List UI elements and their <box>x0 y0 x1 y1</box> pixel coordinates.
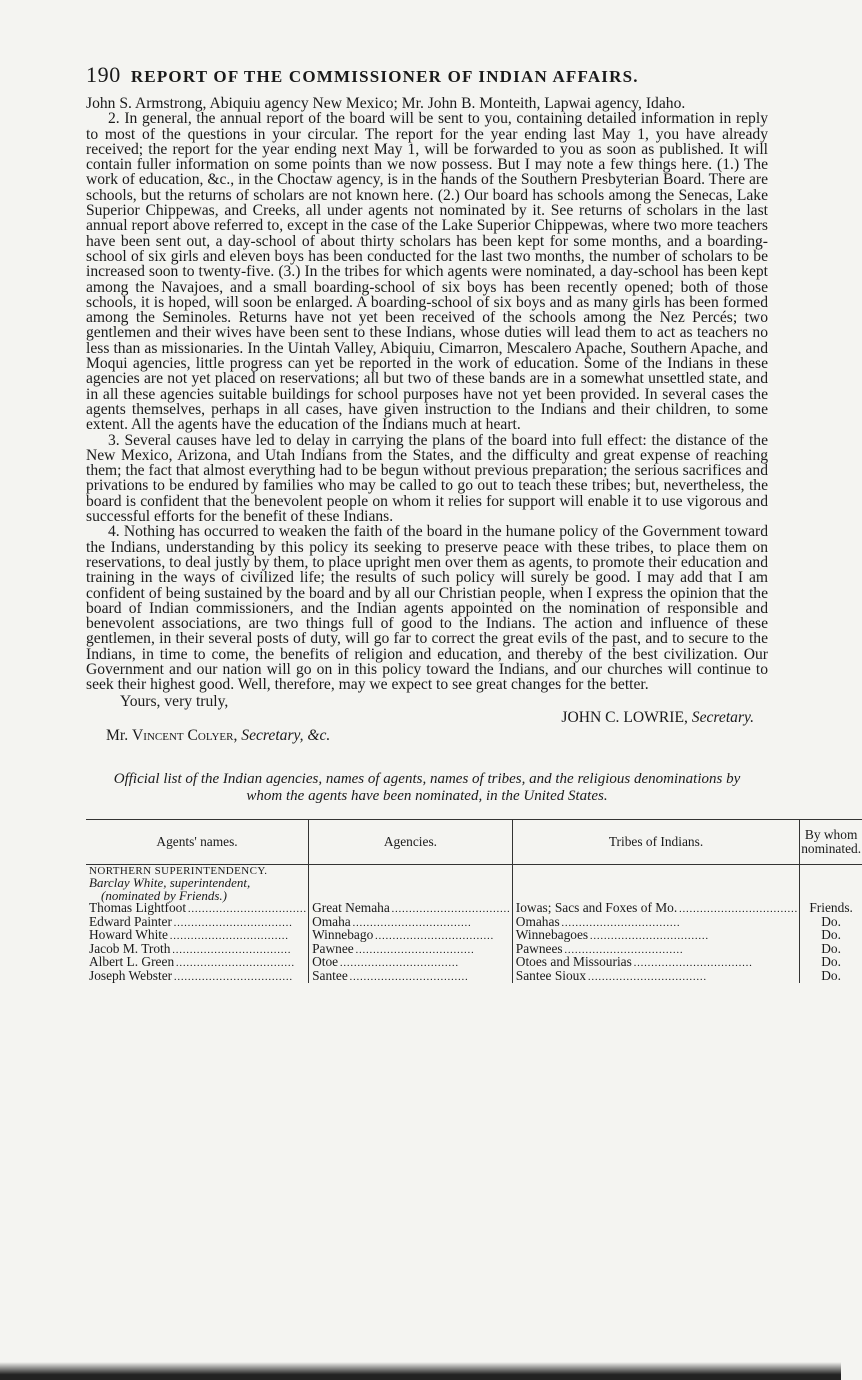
header-agents: Agents' names. <box>86 819 309 864</box>
header-nominated: By whom nominated. <box>800 819 862 864</box>
agency-name: Pawnee . . . <box>312 941 473 956</box>
nominated-by: Do. <box>821 967 841 983</box>
agencies-table <box>86 819 862 984</box>
agent-name: Howard White . . . <box>89 927 287 942</box>
salutation: Yours, very truly, <box>120 692 229 710</box>
tribe-names: Winnebagoes . . . <box>516 927 707 942</box>
nominated-by: Do. <box>821 927 841 943</box>
tribe-names: Omahas . . . <box>516 914 679 929</box>
recipient-prefix: Mr. <box>106 726 129 744</box>
tribe-names: Iowas; Sacs and Foxes of Mo. . . . <box>516 900 796 915</box>
page-header <box>86 62 768 88</box>
nominated-by-cell <box>800 967 862 984</box>
header-tribes: Tribes of Indians. <box>512 819 799 864</box>
recipient-title: Secretary, &c. <box>241 726 331 744</box>
section-title: NORTHERN SUPERINTENDENCY. <box>86 864 309 877</box>
tribe-names-cell <box>512 967 799 984</box>
agency-name: Omaha . . . <box>312 914 470 929</box>
letter-closing <box>86 693 768 745</box>
recipient-name: Vincent Colyer, <box>132 726 238 744</box>
scan-bottom-edge <box>0 1362 841 1380</box>
superintendent <box>86 877 309 902</box>
signer-title: Secretary. <box>691 708 754 726</box>
recipient <box>106 727 768 745</box>
letter-body <box>86 96 768 693</box>
agency-name: Great Nemaha . . . <box>312 900 509 915</box>
agent-name-cell <box>86 967 309 984</box>
signer-name: JOHN C. LOWRIE, <box>561 708 688 726</box>
table-header-row <box>86 819 862 864</box>
paragraph-4: 4. Nothing has occurred to weaken the faith of the board in the humane policy of the Government toward the Indians, understanding by this policy its seeking to preserve peace with these tribes, to place them on reservations, to deal justly by them, to place upright men over them as agents, to promote their education and training in the ways of civilized life; the results of such policy will surely be good. I may add that I am confident of being sustained by the board and by all our Christian people, when I express the opinion that the board of Indian commissioners, and the Indian agents appointed on the nomination of responsible and benevolent associations, are two things full of good to the Indians. The action and influence of these gentlemen, in their several posts of duty, will go far to correct the great evils of the past, and to secure to the Indians, in time to come, the benefits of religion and education, and thereby of the best civilization. Our Government and our nation will go on in this policy toward the Indians, and our churches will continue to seek their highest good. Well, therefore, may we expect to see great changes for the better. <box>86 523 768 694</box>
signature <box>86 709 754 727</box>
paragraph-1: John S. Armstrong, Abiquiu agency New Mexico; Mr. John B. Monteith, Lapwai agency, Idaho. <box>86 95 686 112</box>
tribe-names: Pawnees . . . <box>516 941 682 956</box>
agent-name: Jacob M. Troth . . . <box>89 941 289 956</box>
agent-name: Edward Painter . . . <box>89 914 291 929</box>
agency-name: Otoe . . . <box>312 954 457 969</box>
superintendent-row <box>86 877 862 902</box>
table-row <box>86 970 862 984</box>
page-number: 190 <box>86 62 121 87</box>
nominated-by: Do. <box>821 940 841 956</box>
paragraph-3: 3. Several causes have led to delay in carrying the plans of the board into full effect: the distance of the New Mexico, Arizona, and Utah Indians from the States, and the difficulty and great expense of reaching them; the fact that almost everything had to be begun without previous preparation; the serious sacrifices and privations to be endured by families who may be called to go out to teach these tribes; but, nevertheless, the board is confident that the benevolent people on whom it relies for support will enable it to use vigorous and successful efforts for the benefit of these Indians. <box>86 431 768 526</box>
running-title: REPORT OF THE COMMISSIONER OF INDIAN AFFAIRS. <box>130 67 639 86</box>
nominated-by: Do. <box>821 913 841 929</box>
agent-name: Joseph Webster . . . <box>89 968 291 983</box>
table-caption: Official list of the Indian agencies, names of agents, names of tribes, and the religious denominations by whom the agents have been nominated, in the United States. <box>113 770 741 804</box>
report-page <box>86 62 862 983</box>
agent-name: Albert L. Green . . . <box>89 954 293 969</box>
agency-name-cell <box>309 967 513 984</box>
agency-name: Winnebago . . . <box>312 927 492 942</box>
superintendent-note: (nominated by Friends.) <box>101 887 228 903</box>
nominated-by: Do. <box>821 954 841 970</box>
superintendent-name: Barclay White, superintendent, <box>89 875 251 891</box>
agent-name: Thomas Lightfoot . . . <box>89 900 305 915</box>
agency-name: Santee . . . <box>312 968 467 983</box>
paragraph-2: 2. In general, the annual report of the board will be sent to you, containing detailed information in reply to most of the questions in your circular. The report for the year ending last May 1, you have already received; the report for the year ending next May 1, will be forwarded to you as soon as published. It will contain fuller information on some points than we now possess. But I may note a few things here. (1.) The work of education, &c., in the Choctaw agency, is in the hands of the Southern Presbyterian Board. There are schools, but the returns of scholars are not known here. (2.) Our board has schools among the Senecas, Lake Superior Chippewas, and Creeks, all under agents not nominated by it. See returns of scholars in the last annual report above referred to, except in the case of the Lake Superior Chippewas, where two more teachers have been sent out, a day-school of about thirty scholars has been kept for some months, and a boarding-school of six girls and eleven boys has been conducted for the last two months, the number of scholars to be increased soon to twenty-five. (3.) In the tribes for which agents were nominated, a day-school has been kept among the Navajoes, and a small boarding-school of six boys has been recently opened; both of those schools, it is hoped, will soon be enlarged. A boarding-school of six boys and as many girls has been formed among the Seminoles. Returns have not yet been received of the schools among the Nez Percés; two gentlemen and their wives have been sent to these Indians, whose duties will lead them to act as teachers no less than as missionaries. In the Uintah Valley, Abiquiu, Cimarron, Mescalero Apache, Southern Apache, and Moqui agencies, little progress can yet be reported in the work of education. Some of the Indians in these agencies are not yet placed on reservations; all but two of these bands are in a somewhat unsettled state, and in all these agencies suitable buildings for school purposes have not yet been provided. In several cases the agents themselves, perhaps in all cases, have given instruction to the Indians and their children, to some extent. All the agents have the education of the Indians much at heart. <box>86 110 768 434</box>
header-agencies: Agencies. <box>309 819 513 864</box>
tribe-names: Santee Sioux . . . <box>516 968 705 983</box>
nominated-by: Friends. <box>809 900 853 916</box>
tribe-names: Otoes and Missourias . . . <box>516 954 751 969</box>
